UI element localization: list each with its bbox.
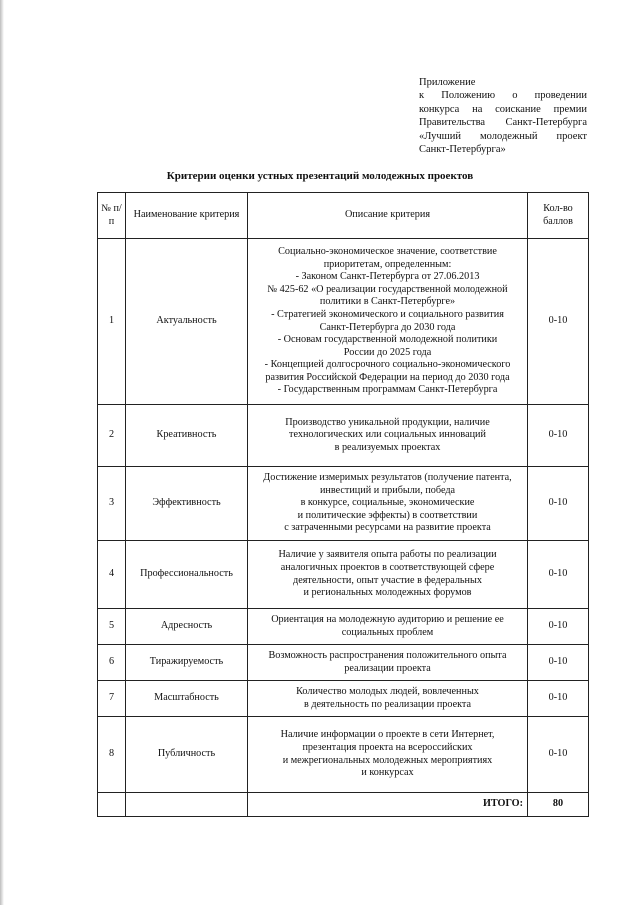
- table-row: [98, 681, 589, 717]
- total-empty-cell: [98, 793, 126, 817]
- description-line: и межрегиональных молодежных мероприятиях: [282, 754, 493, 766]
- header-num: № п/п: [98, 193, 126, 239]
- row-number: 8: [98, 717, 126, 793]
- total-value: 80: [528, 793, 589, 817]
- description-line: Ориентация на молодежную аудиторию и решение ее: [271, 613, 504, 625]
- criterion-name: Масштабность: [126, 681, 248, 717]
- criterion-description: [248, 405, 528, 467]
- table-row: [98, 609, 589, 645]
- table-row: [98, 467, 589, 541]
- description-line: и политические эффекты) в соответствии: [297, 509, 478, 521]
- criterion-name: Эффективность: [126, 467, 248, 541]
- table-row: [98, 645, 589, 681]
- criterion-description: [248, 681, 528, 717]
- table-body: [98, 239, 589, 793]
- row-number: 1: [98, 239, 126, 405]
- description-line: в конкурсе, социальные, экономические: [300, 497, 475, 509]
- row-number: 7: [98, 681, 126, 717]
- row-number: 4: [98, 541, 126, 609]
- appendix-line: Приложение: [419, 77, 476, 88]
- criterion-name: Актуальность: [126, 239, 248, 405]
- criterion-name: Профессиональность: [126, 541, 248, 609]
- description-line: России до 2025 года: [343, 346, 432, 358]
- total-label: ИТОГО:: [248, 793, 528, 817]
- row-number: 3: [98, 467, 126, 541]
- description-line: № 425-62 «О реализации государственной молодежной: [267, 283, 508, 295]
- criterion-points: 0-10: [528, 405, 589, 467]
- criterion-description: [248, 717, 528, 793]
- description-line: - Законом Санкт-Петербурга от 27.06.2013: [295, 271, 480, 283]
- description-line: технологических или социальных инноваций: [289, 429, 486, 441]
- row-number: 2: [98, 405, 126, 467]
- description-line: Социально-экономическое значение, соответствие: [278, 245, 497, 257]
- description-line: Достижение измеримых результатов (получение патента,: [263, 472, 512, 484]
- description-line: развития Российской Федерации на период до 2030 года: [265, 371, 510, 383]
- description-line: аналогичных проектов в соответствующей сфере: [280, 561, 495, 573]
- description-line: Производство уникальной продукции, наличие: [285, 416, 490, 428]
- appendix-line: Правительства Санкт-Петербурга: [419, 117, 587, 129]
- description-line: Возможность распространения положительного опыта: [268, 649, 507, 661]
- description-line: Санкт-Петербурга до 2030 года: [319, 321, 456, 333]
- criterion-points: 0-10: [528, 645, 589, 681]
- description-line: Количество молодых людей, вовлеченных: [296, 685, 479, 697]
- description-line: и региональных молодежных форумов: [303, 587, 472, 599]
- description-line: - Стратегией экономического и социального развития: [271, 308, 504, 320]
- table-row: [98, 239, 589, 405]
- criterion-description: [248, 467, 528, 541]
- header-points: Кол-во баллов: [528, 193, 589, 239]
- criterion-description: [248, 609, 528, 645]
- appendix-line: к Положению о проведении: [419, 90, 587, 102]
- description-line: с затраченными ресурсами на развитие проекта: [284, 522, 491, 534]
- description-line: деятельности, опыт участие в федеральных: [293, 574, 482, 586]
- table-row: [98, 405, 589, 467]
- criterion-description: [248, 645, 528, 681]
- description-line: - Концепцией долгосрочного социально-экономического: [264, 359, 511, 371]
- table-row: [98, 541, 589, 609]
- total-row: [98, 793, 589, 817]
- table-header-row: [98, 193, 589, 239]
- description-line: социальных проблем: [341, 626, 434, 638]
- appendix-note: [419, 76, 587, 156]
- description-line: политики в Санкт-Петербурге»: [319, 296, 456, 308]
- document-title: Критерии оценки устных презентаций молодежных проектов: [166, 170, 474, 182]
- scan-edge-shadow: [0, 0, 4, 905]
- appendix-line: конкурса на соискание премии: [419, 103, 587, 115]
- total-empty-cell: [126, 793, 248, 817]
- description-line: приоритетам, определенным:: [323, 258, 452, 270]
- description-line: и конкурсах: [361, 767, 414, 779]
- row-number: 5: [98, 609, 126, 645]
- criterion-name: Тиражируемость: [126, 645, 248, 681]
- description-line: реализации проекта: [344, 662, 431, 674]
- criterion-points: 0-10: [528, 239, 589, 405]
- criterion-name: Публичность: [126, 717, 248, 793]
- header-desc: Описание критерия: [248, 193, 528, 239]
- criterion-name: Адресность: [126, 609, 248, 645]
- description-line: - Основам государственной молодежной политики: [277, 334, 498, 346]
- criterion-points: 0-10: [528, 609, 589, 645]
- header-name: Наименование критерия: [126, 193, 248, 239]
- table-row: [98, 717, 589, 793]
- row-number: 6: [98, 645, 126, 681]
- criterion-description: [248, 239, 528, 405]
- criterion-points: 0-10: [528, 467, 589, 541]
- description-line: в деятельность по реализации проекта: [303, 698, 472, 710]
- criterion-points: 0-10: [528, 541, 589, 609]
- criterion-name: Креативность: [126, 405, 248, 467]
- criterion-description: [248, 541, 528, 609]
- description-line: инвестиций и прибыли, победа: [319, 484, 456, 496]
- description-line: в реализуемых проектах: [334, 441, 441, 453]
- criteria-table: [97, 192, 589, 817]
- criterion-points: 0-10: [528, 717, 589, 793]
- description-line: Наличие информации о проекте в сети Интернет,: [280, 729, 495, 741]
- criterion-points: 0-10: [528, 681, 589, 717]
- description-line: презентация проекта на всероссийских: [302, 741, 473, 753]
- appendix-line: «Лучший молодежный проект: [419, 130, 587, 142]
- description-line: Наличие у заявителя опыта работы по реализации: [278, 549, 497, 561]
- description-line: - Государственным программам Санкт-Петербурга: [277, 384, 498, 396]
- appendix-line: Санкт-Петербурга»: [419, 144, 506, 156]
